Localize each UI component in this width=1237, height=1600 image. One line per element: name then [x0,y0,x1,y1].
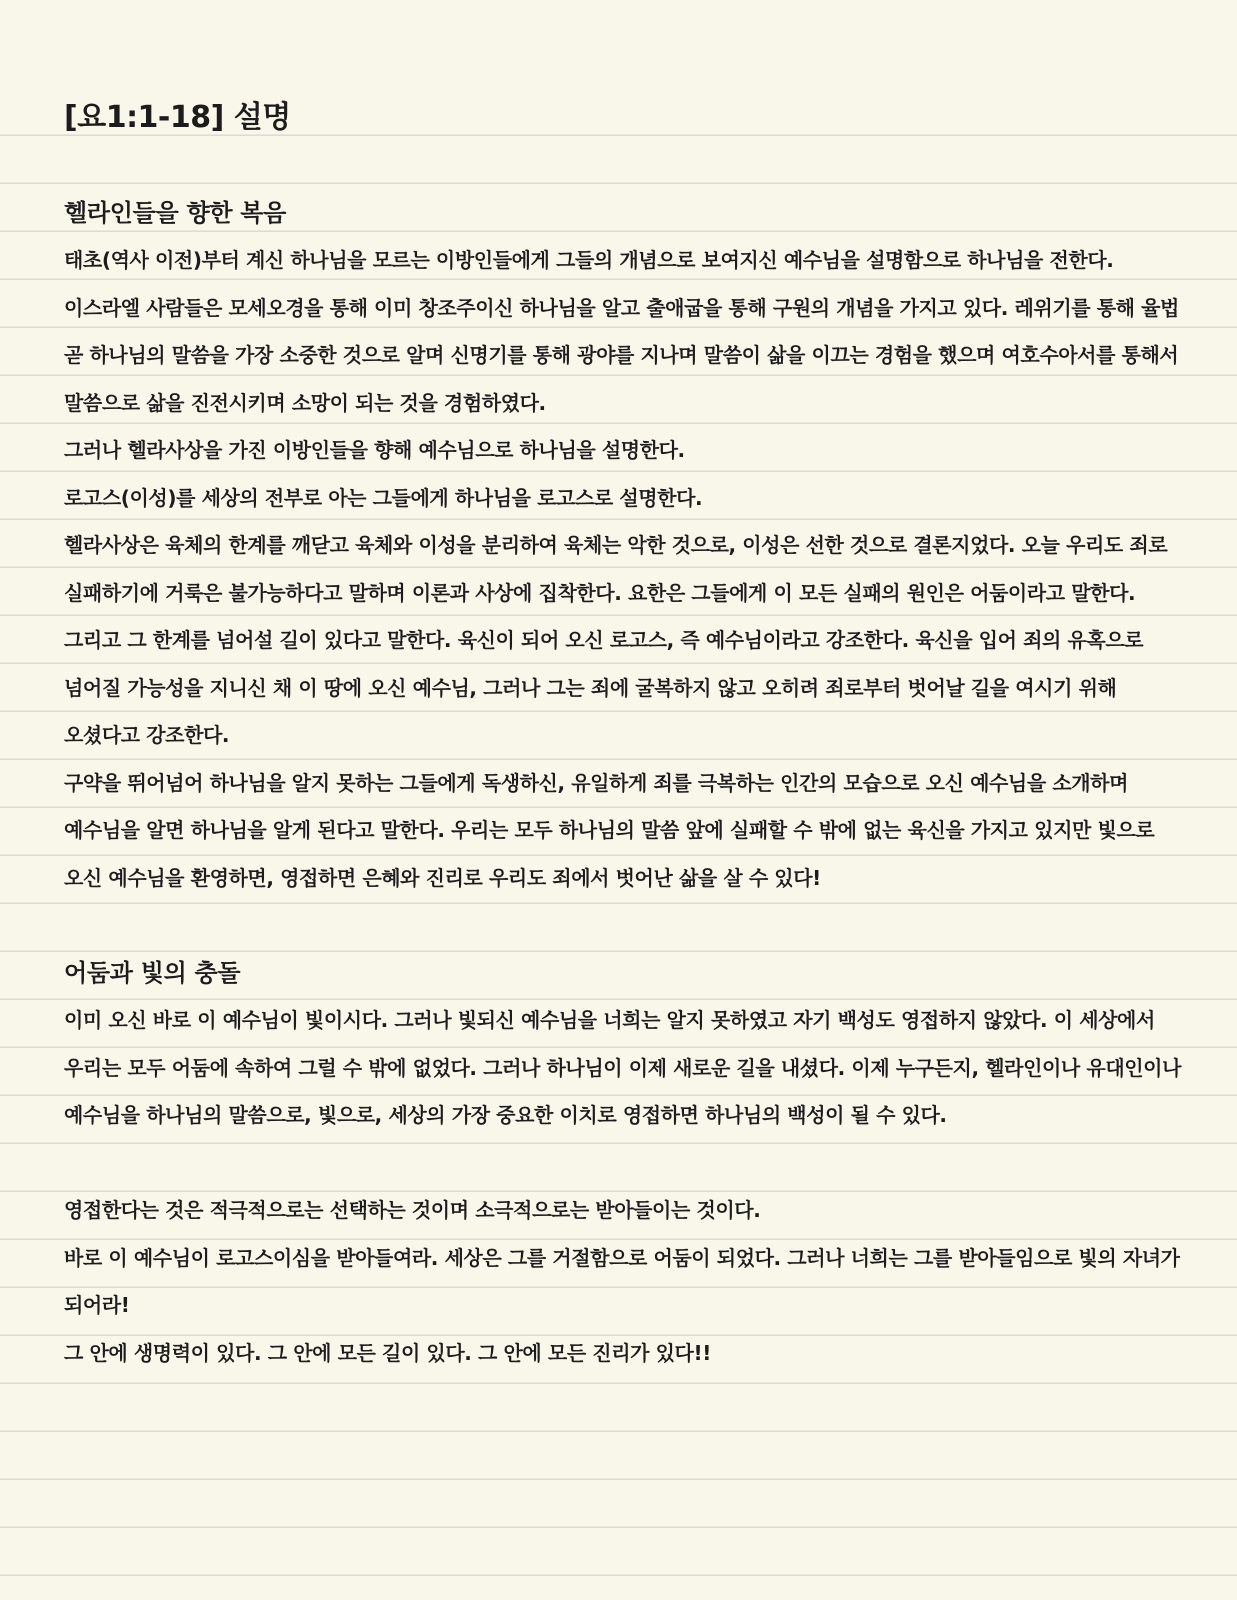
paragraph: 로고스(이성)를 세상의 전부로 아는 그들에게 하나님을 로고스로 설명한다. [64,485,703,510]
paragraph: 구약을 뛰어넘어 하나님을 알지 못하는 그들에게 독생하신, 유일하게 죄를 극복하는 인간의 모습으로 오신 예수님을 소개하며 예수님을 알면 하나님을 알게 된다고 말한다. 우리는 모두 하나님의 말씀 앞에 실패할 수 밖에 없는 육신을 가지고 있지만 빛으로 오신 예수님을 환영하면, 영접하면 은혜와 진리로 우리도 죄에서 벗어난 삶을 살 수 있다! [64,770,1155,890]
paragraph: 그 안에 생명력이 있다. 그 안에 모든 길이 있다. 그 안에 모든 진리가 있다!! [64,1340,711,1365]
section-receiving [64,1187,1182,1377]
paragraph: 영접한다는 것은 적극적으로는 선택하는 것이며 소극적으로는 받아들이는 것이다. [64,1198,761,1222]
blank-line [64,142,1182,190]
section-hellenist-gospel [64,190,1182,903]
note-title: [요1:1-18] 설명 [64,100,291,135]
blank-line [64,1140,1182,1188]
paragraph: 이미 오신 바로 이 예수님이 빛이시다. 그러나 빛되신 예수님을 너희는 알지 못하였고 자기 백성도 영접하지 않았다. 이 세상에서 우리는 모두 어둠에 속하여 그럴 수 밖에 없었다. 그러나 하나님이 이제 새로운 길을 내셨다. 이제 누구든지, 헬라인이나 유대인이나 예수님을 하나님의 말씀으로, 빛으로, 세상의 가장 중요한 이치로 영접하면 하나님의 백성이 될 수 있다. [64,1008,1182,1127]
paragraph: 바로 이 예수님이 로고스이심을 받아들여라. 세상은 그를 거절함으로 어둠이 되었다. 그러나 너희는 그를 받아들임으로 빛의 자녀가 되어라! [64,1245,1180,1317]
page-top-margin [0,0,1237,88]
section-heading: 헬라인들을 향한 복음 [64,198,287,227]
section-darkness-light [64,950,1182,1140]
note-content [64,94,1182,1377]
blank-line [64,902,1182,950]
paragraph: 헬라사상은 육체의 한계를 깨닫고 육체와 이성을 분리하여 육체는 악한 것으로, 이성은 선한 것으로 결론지었다. 오늘 우리도 죄로 실패하기에 거룩은 불가능하다고 말하며 이론과 사상에 집착한다. 요한은 그들에게 이 모든 실패의 원인은 어둠이라고 말한다.그리고 그 한계를 넘어설 길이 있다고 말한다. 육신이 되어 오신 로고스, 즉 예수님이라고 강조한다. 육신을 입어 죄의 유혹으로 넘어질 가능성을 지니신 채 이 땅에 오신 예수님, 그러나 그는 죄에 굴복하지 않고 오히려 죄로부터 벗어날 길을 여시기 위해 오셨다고 강조한다. [64,533,1168,747]
paragraph: 태초(역사 이전)부터 계신 하나님을 모르는 이방인들에게 그들의 개념으로 보여지신 예수님을 설명함으로 하나님을 전한다. 이스라엘 사람들은 모세오경을 통해 이미 창조주이신 하나님을 알고 출애굽을 통해 구원의 개념을 가지고 있다. 레위기를 통해 율법 곧 하나님의 말씀을 가장 소중한 것으로 알며 신명기를 통해 광야를 지나며 말씀이 삶을 이끄는 경험을 했으며 여호수아서를 통해서 말씀으로 삶을 진전시키며 소망이 되는 것을 경험하였다. [64,248,1179,415]
paragraph: 그러나 헬라사상을 가진 이방인들을 향해 예수님으로 하나님을 설명한다. [64,438,685,462]
section-heading: 어둠과 빛의 충돌 [64,958,241,987]
